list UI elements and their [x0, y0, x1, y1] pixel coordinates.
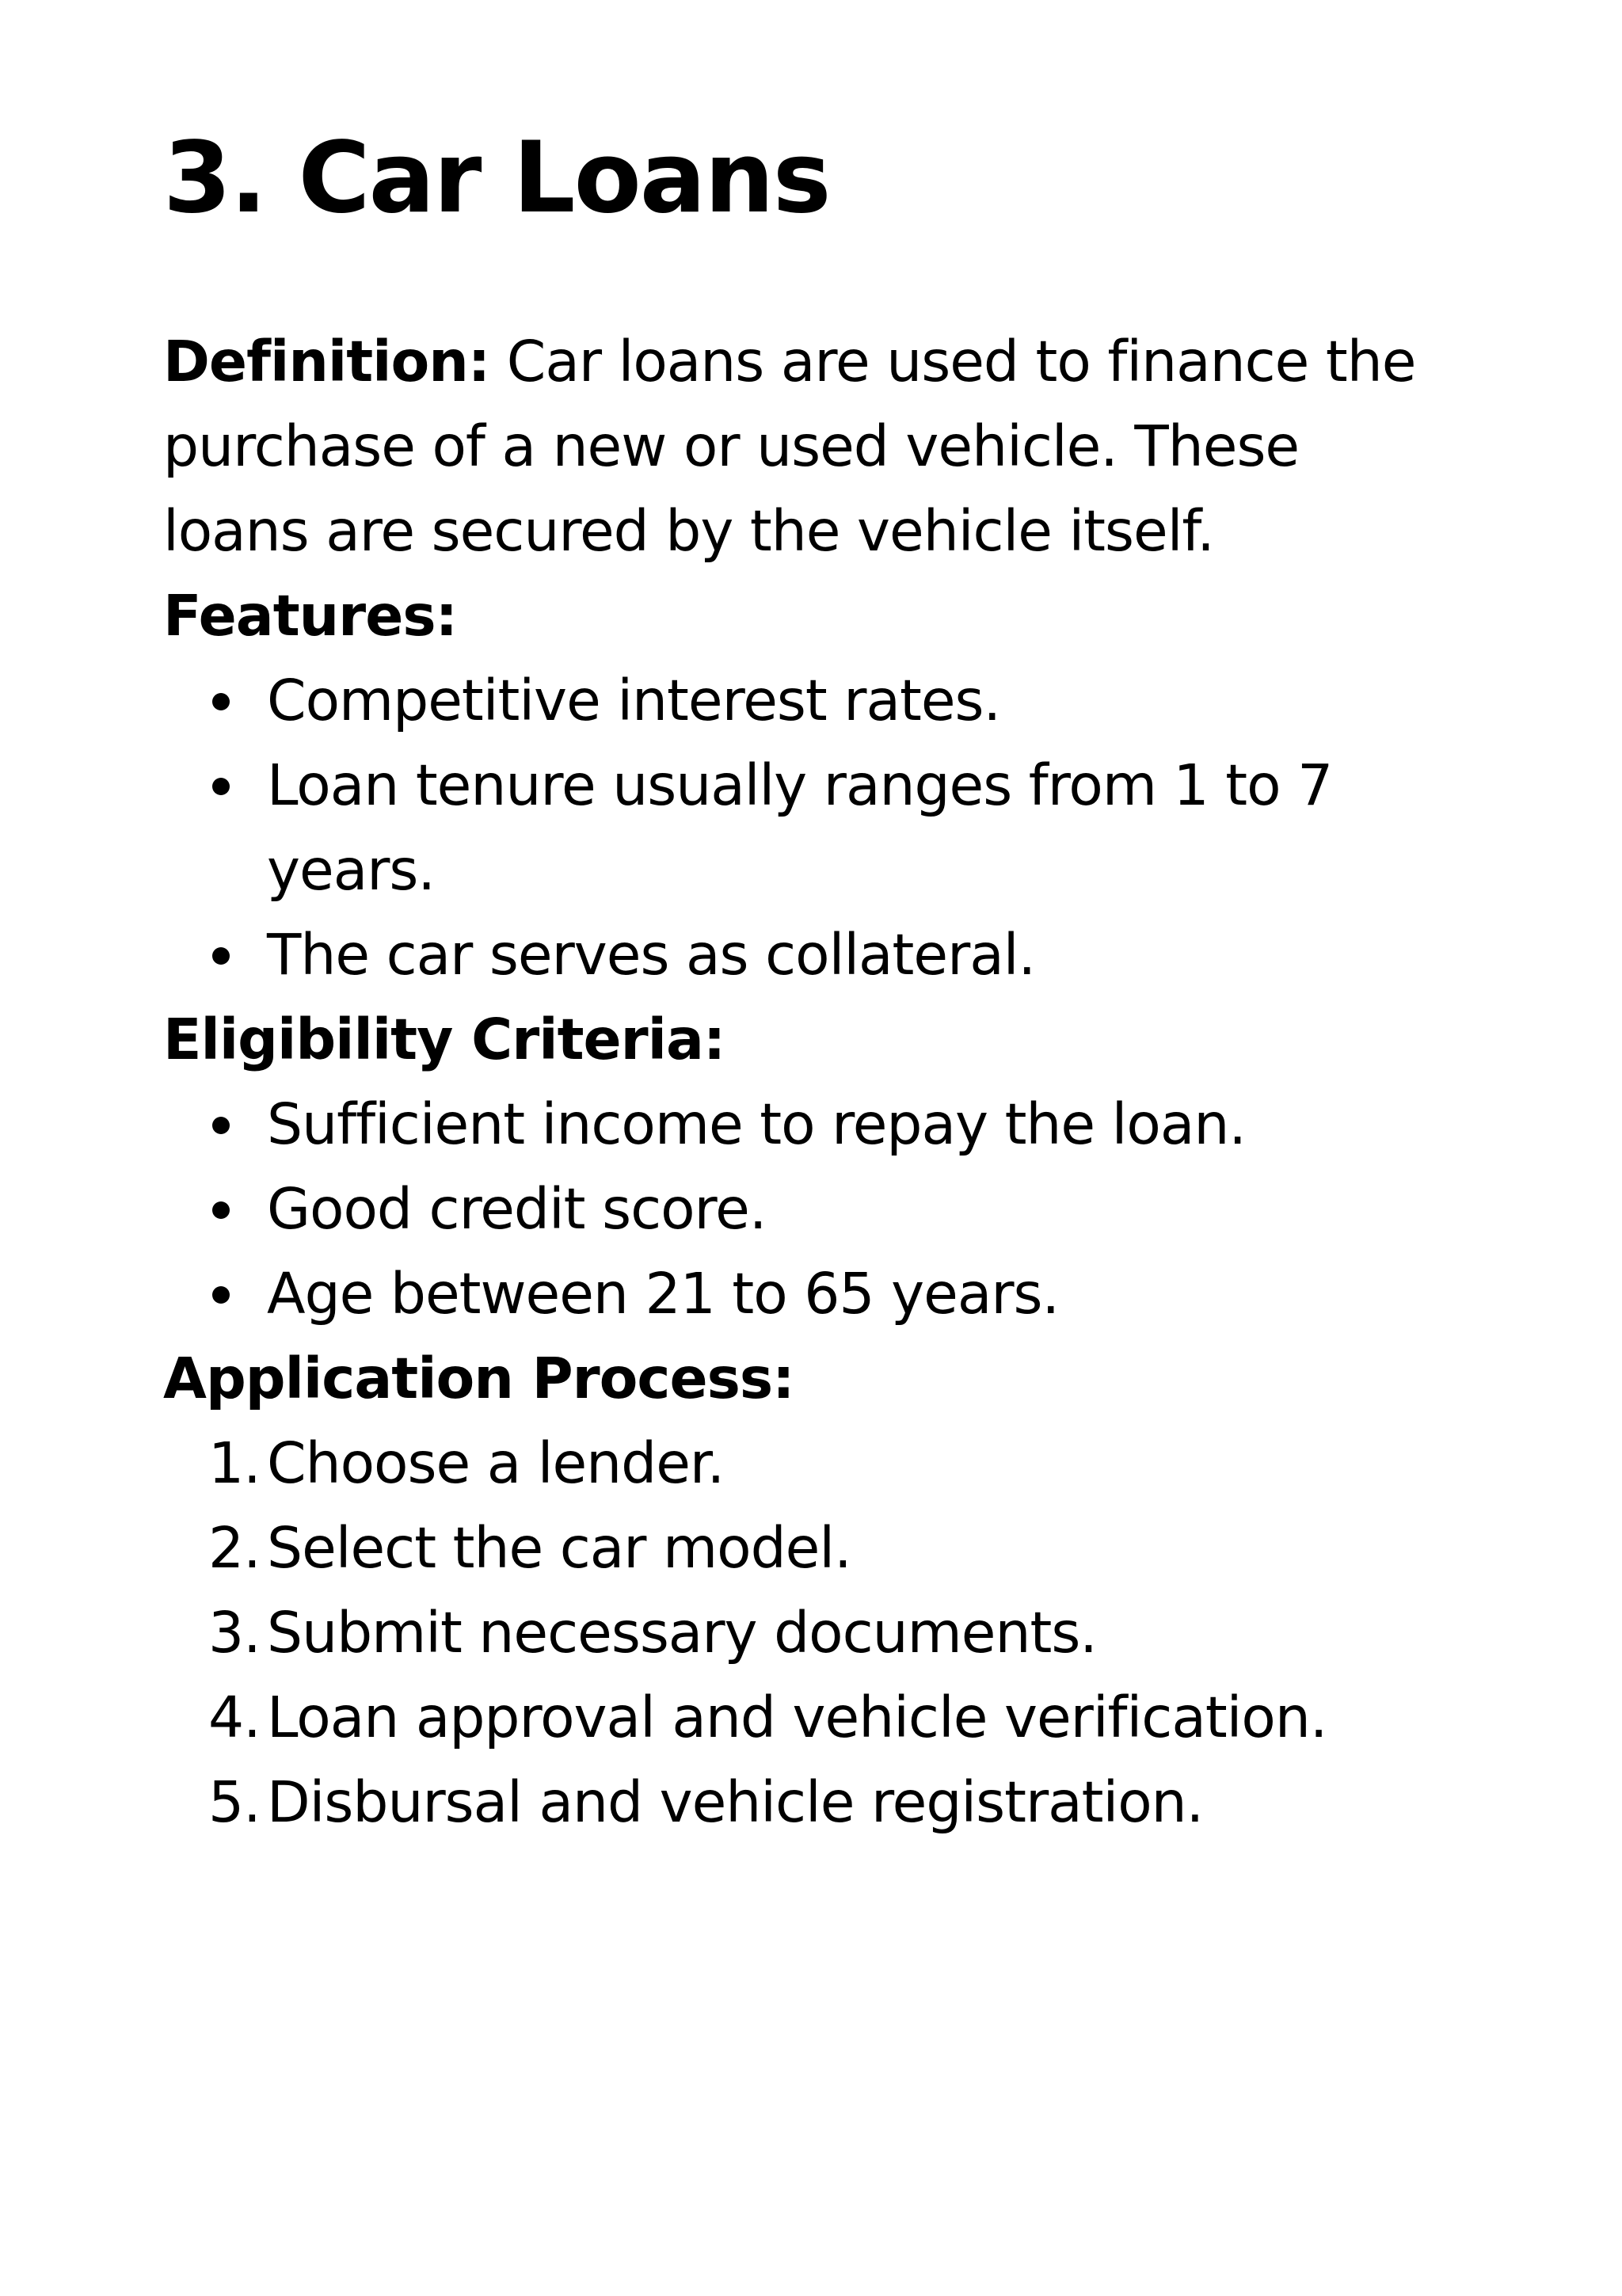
document-body	[163, 319, 1510, 1845]
list-item-text: Good credit score.	[267, 1176, 767, 1242]
step-text: Disbursal and vehicle registration.	[267, 1769, 1204, 1835]
list-item	[163, 1167, 1510, 1251]
step-text: Submit necessary documents.	[267, 1600, 1097, 1666]
application-heading: Application Process:	[163, 1346, 794, 1411]
features-heading: Features:	[163, 583, 457, 649]
definition-line	[163, 319, 1510, 404]
list-item	[163, 1251, 1510, 1336]
step-number: 4.	[208, 1685, 261, 1750]
definition-text: Car loans are used to finance the	[489, 329, 1416, 394]
list-item-text: years.	[267, 837, 435, 903]
definition-line: purchase of a new or used vehicle. These	[163, 413, 1300, 479]
bullet-icon	[212, 947, 230, 965]
step-text: Loan approval and vehicle verification.	[267, 1685, 1327, 1750]
bullet-icon	[212, 778, 230, 795]
definition-paragraph	[163, 319, 1510, 573]
step-text: Choose a lender.	[267, 1430, 725, 1496]
list-item	[163, 1082, 1510, 1167]
step-number: 2.	[208, 1515, 261, 1581]
application-steps-list	[163, 1421, 1510, 1845]
definition-line: loans are secured by the vehicle itself.	[163, 498, 1214, 564]
step-number: 1.	[208, 1430, 261, 1496]
list-item	[163, 658, 1510, 743]
list-item-text: The car serves as collateral.	[267, 922, 1036, 988]
list-item-text: Loan tenure usually ranges from 1 to 7	[267, 752, 1333, 818]
list-item	[163, 912, 1510, 997]
list-item	[163, 1760, 1510, 1845]
list-item-text: Competitive interest rates.	[267, 668, 1001, 733]
features-list	[163, 658, 1510, 997]
list-item-text: Age between 21 to 65 years.	[267, 1261, 1060, 1327]
page-title: 3. Car Loans	[163, 121, 830, 235]
bullet-icon	[212, 1201, 230, 1219]
step-number: 5.	[208, 1769, 261, 1835]
definition-label: Definition:	[163, 329, 490, 394]
list-item	[163, 743, 1510, 912]
list-item	[163, 1506, 1510, 1590]
bullet-icon	[212, 1286, 230, 1304]
bullet-icon	[212, 1117, 230, 1134]
list-item-text: Sufficient income to repay the loan.	[267, 1091, 1246, 1157]
list-item	[163, 1421, 1510, 1506]
list-item	[163, 1590, 1510, 1675]
eligibility-list	[163, 1082, 1510, 1336]
eligibility-heading: Eligibility Criteria:	[163, 1007, 725, 1072]
list-item	[163, 1675, 1510, 1760]
step-text: Select the car model.	[267, 1515, 851, 1581]
step-number: 3.	[208, 1600, 261, 1666]
bullet-icon	[212, 693, 230, 710]
